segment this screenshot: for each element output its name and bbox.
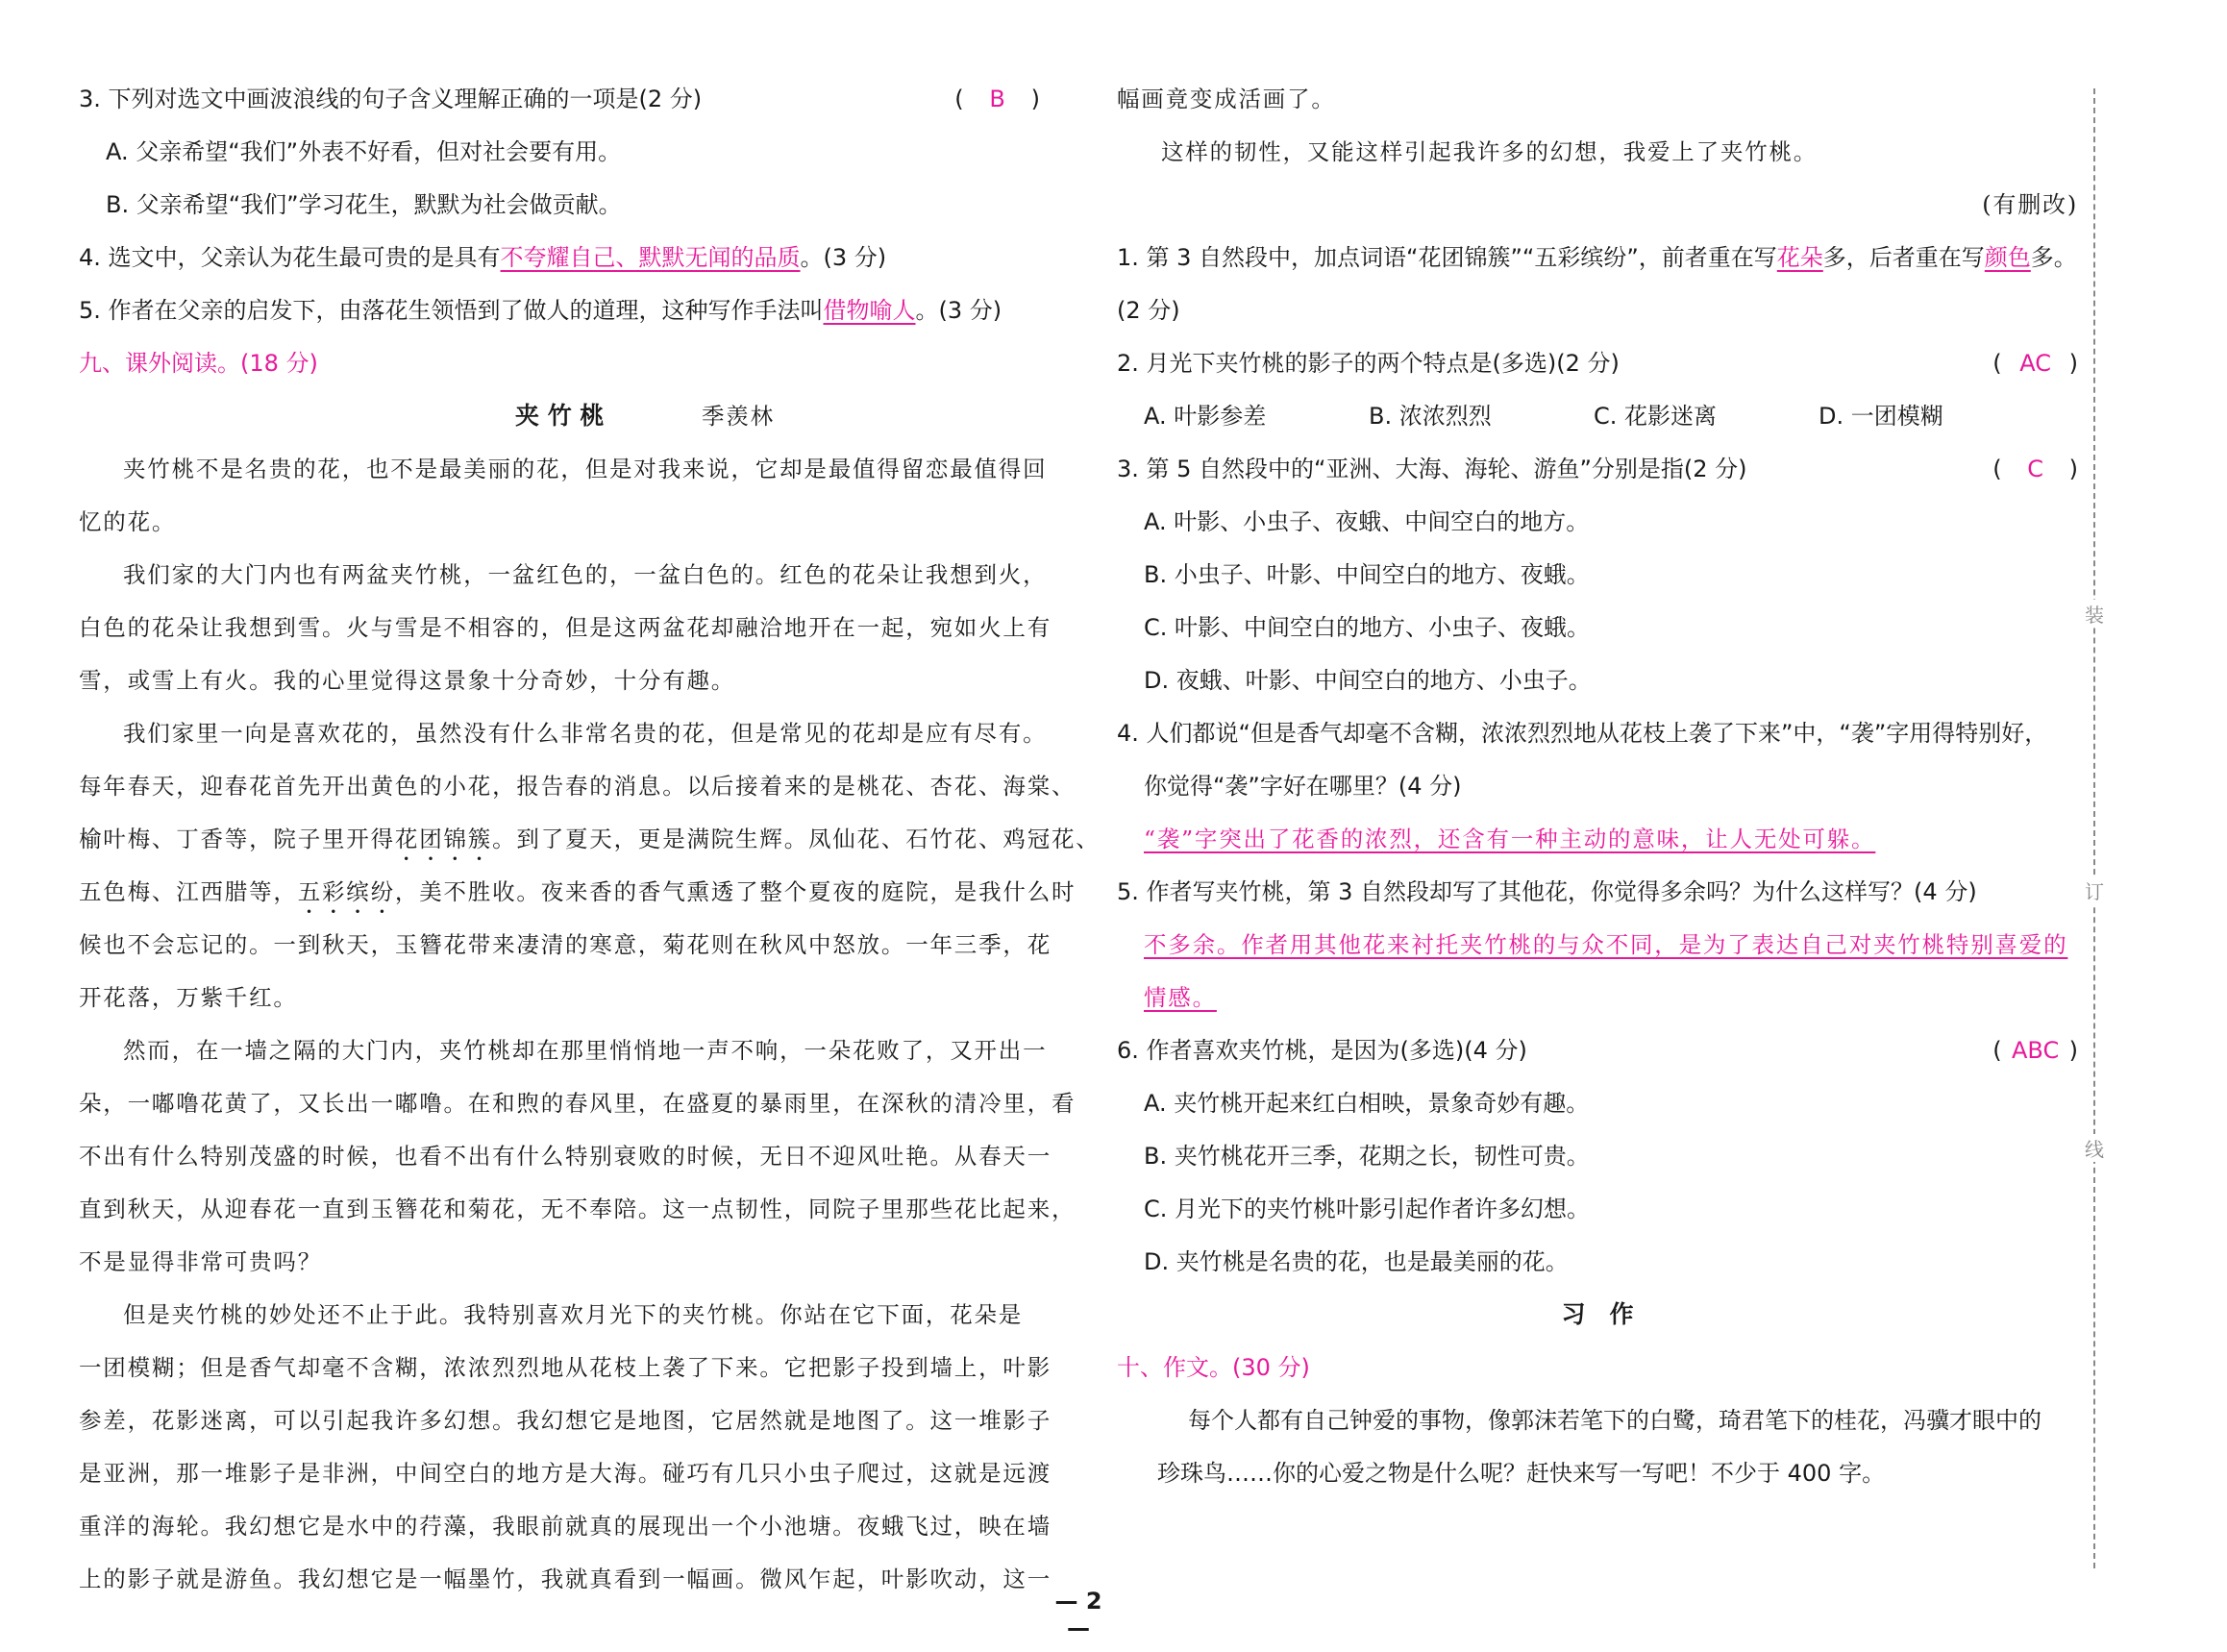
q5-question: 5. 作者在父亲的启发下，由落花生领悟到了做人的道理，这种写作手法叫借物喻人。(3 分) — [79, 297, 1002, 324]
article-author: 季羡林 — [702, 403, 775, 430]
passage-line: 直到秋天，从迎春花一直到玉簪花和菊花，无不奉陪。这一点韧性，同院子里那些花比起来， — [79, 1196, 1076, 1222]
r-q6-question: 6. 作者喜欢夹竹桃，是因为(多选)(4 分) — [1117, 1037, 1527, 1064]
r-q4-answer: “袭”字突出了花香的浓烈，还含有一种主动的意味，让人无处可躲。 — [1144, 826, 1876, 852]
q4-answer: 不夸耀自己、默默无闻的品质 — [500, 244, 801, 271]
r-q2-option-d: D. 一团模糊 — [1819, 403, 1943, 430]
r-q6-answer-bracket: ( ABC ) — [1992, 1034, 2078, 1067]
binding-label: 线 — [2080, 1134, 2109, 1162]
binding-label: 装 — [2080, 600, 2109, 628]
q4-question: 4. 选文中，父亲认为花生最可贵的是具有不夸耀自己、默默无闻的品质。(3 分) — [79, 244, 887, 271]
page-number: — 2 — — [1054, 1588, 1102, 1641]
dotted-phrase: 花团锦簇 — [394, 826, 493, 852]
passage-line: 开花落，万紫千红。 — [79, 984, 298, 1011]
passage-line: 不出有什么特别茂盛的时候，也看不出有什么特别衰败的时候，无日不迎风吐艳。从春天一 — [79, 1143, 1052, 1170]
r-q2-option-c: C. 花影迷离 — [1594, 403, 1718, 430]
r-q1-question: 1. 第 3 自然段中，加点词语“花团锦簇”“五彩缤纷”，前者重在写花朵多，后者重在写颜色多。 — [1117, 244, 2077, 271]
passage-line: 雪，或雪上有火。我的心里觉得这景象十分奇妙，十分有趣。 — [79, 667, 736, 694]
source-note: (有删改) — [1982, 191, 2078, 218]
r-q3-option-c: C. 叶影、中间空白的地方、小虫子、夜蛾。 — [1144, 614, 1591, 641]
passage-line: 然而，在一墙之隔的大门内，夹竹桃却在那里悄悄地一声不响，一朵花败了，又开出一 — [123, 1037, 1048, 1064]
q3-answer: B — [989, 86, 1005, 112]
r-q5-answer: 不多余。作者用其他花来衬托夹竹桃的与众不同，是为了表达自己对夹竹桃特别喜爱的 — [1144, 931, 2068, 958]
r-q6-answer: ABC — [2012, 1037, 2060, 1064]
r-q6-option-d: D. 夹竹桃是名贵的花，也是最美丽的花。 — [1144, 1248, 1569, 1275]
r-q3-answer-bracket: ( C ) — [1992, 453, 2078, 485]
section10-heading: 十、作文。(30 分) — [1117, 1354, 1310, 1381]
essay-prompt-line: 每个人都有自己钟爱的事物，像郭沫若笔下的白鹭，琦君笔下的桂花，冯骥才眼中的 — [1188, 1407, 2041, 1434]
passage-line: 候也不会忘记的。一到秋天，玉簪花带来凄清的寒意，菊花则在秋风中怒放。一年三季，花 — [79, 931, 1052, 958]
r-q2-option-a: A. 叶影参差 — [1144, 403, 1267, 430]
r-q1-answer-2: 颜色 — [1984, 244, 2031, 271]
passage-line: 夹竹桃不是名贵的花，也不是最美丽的花，但是对我来说，它却是最值得留恋最值得回 — [123, 456, 1048, 482]
q3-option-a: A. 父亲希望“我们”外表不好看，但对社会要有用。 — [106, 138, 622, 165]
essay-prompt-line: 珍珠鸟……你的心爱之物是什么呢？赶快来写一写吧！不少于 400 字。 — [1157, 1460, 1886, 1487]
r-q2-answer: AC — [2019, 350, 2051, 377]
passage-line: 但是夹竹桃的妙处还不止于此。我特别喜欢月光下的夹竹桃。你站在它下面，花朵是 — [123, 1301, 1024, 1328]
passage-line: 我们家里一向是喜欢花的，虽然没有什么非常名贵的花，但是常见的花却是应有尽有。 — [123, 720, 1048, 747]
r-q2-answer-bracket: ( AC ) — [1992, 347, 2078, 380]
passage-line: 上的影子就是游鱼。我幻想它是一幅墨竹，我就真看到一幅画。微风乍起，叶影吹动，这一 — [79, 1566, 1052, 1592]
q3-option-b: B. 父亲希望“我们”学习花生，默默为社会做贡献。 — [106, 191, 622, 218]
passage-line: 幅画竟变成活画了。 — [1117, 86, 1336, 112]
passage-line: 不是显得非常可贵吗？ — [79, 1248, 322, 1275]
r-q3-question: 3. 第 5 自然段中的“亚洲、大海、海轮、游鱼”分别是指(2 分) — [1117, 456, 1747, 482]
r-q2-option-b: B. 浓浓烈烈 — [1369, 403, 1492, 430]
r-q6-option-b: B. 夹竹桃花开三季，花期之长，韧性可贵。 — [1144, 1143, 1590, 1170]
section9-heading: 九、课外阅读。(18 分) — [79, 350, 318, 377]
q5-answer: 借物喻人 — [823, 297, 916, 324]
r-q5-answer-cont: 情感。 — [1144, 984, 1217, 1011]
passage-line: 五色梅、江西腊等，五彩缤纷，美不胜收。夜来香的香气熏透了整个夏夜的庭院，是我什么时 — [79, 878, 1076, 905]
passage-line: 忆的花。 — [79, 508, 177, 535]
article-title: 夹 竹 桃 — [515, 402, 605, 430]
r-q6-option-a: A. 夹竹桃开起来红白相映，景象奇妙有趣。 — [1144, 1090, 1590, 1117]
r-q5-question: 5. 作者写夹竹桃，第 3 自然段却写了其他花，你觉得多余吗？为什么这样写？(4 分) — [1117, 878, 1977, 905]
r-q3-option-d: D. 夜蛾、叶影、中间空白的地方、小虫子。 — [1144, 667, 1592, 694]
r-q1-score: (2 分) — [1117, 297, 1180, 324]
passage-line: 榆叶梅、丁香等，院子里开得花团锦簇。到了夏天，更是满院生辉。凤仙花、石竹花、鸡冠花、 — [79, 826, 1101, 852]
passage-line: 重洋的海轮。我幻想它是水中的荇藻，我眼前就真的展现出一个小池塘。夜蛾飞过，映在墙 — [79, 1513, 1052, 1540]
q3-question: 3. 下列对选文中画波浪线的句子含义理解正确的一项是(2 分) — [79, 86, 703, 112]
passage-line: 是亚洲，那一堆影子是非洲，中间空白的地方是大海。碰巧有几只小虫子爬过，这就是远渡 — [79, 1460, 1052, 1487]
passage-line: 这样的韧性，又能这样引起我许多的幻想，我爱上了夹竹桃。 — [1161, 138, 1819, 165]
passage-line: 我们家的大门内也有两盆夹竹桃，一盆红色的，一盆白色的。红色的花朵让我想到火， — [123, 561, 1048, 588]
passage-line: 每年春天，迎春花首先开出黄色的小花，报告春的消息。以后接着来的是桃花、杏花、海棠、 — [79, 773, 1076, 800]
passage-line: 一团模糊；但是香气却毫不含糊，浓浓烈烈地从花枝上袭了下来。它把影子投到墙上，叶影 — [79, 1354, 1052, 1381]
r-q6-option-c: C. 月光下的夹竹桃叶影引起作者许多幻想。 — [1144, 1196, 1591, 1222]
q3-answer-bracket: ( B ) — [954, 83, 1040, 115]
binding-label: 订 — [2080, 876, 2109, 904]
dotted-phrase: 五彩缤纷 — [297, 878, 395, 905]
writing-heading: 习 作 — [1561, 1300, 1634, 1328]
passage-line: 朵，一嘟噜花黄了，又长出一嘟噜。在和煦的春风里，在盛夏的暴雨里，在深秋的清冷里，看 — [79, 1090, 1076, 1117]
r-q3-option-b: B. 小虫子、叶影、中间空白的地方、夜蛾。 — [1144, 561, 1590, 588]
r-q2-question: 2. 月光下夹竹桃的影子的两个特点是(多选)(2 分) — [1117, 350, 1620, 377]
r-q4-question: 4. 人们都说“但是香气却毫不含糊，浓浓烈烈地从花枝上袭了下来”中，“袭”字用得特别好， — [1117, 720, 2048, 747]
r-q4-question-cont: 你觉得“袭”字好在哪里？(4 分) — [1144, 773, 1462, 800]
r-q3-answer: C — [2027, 456, 2043, 482]
passage-line: 白色的花朵让我想到雪。火与雪是不相容的，但是这两盆花却融洽地开在一起，宛如火上有 — [79, 614, 1052, 641]
passage-line: 参差，花影迷离，可以引起我许多幻想。我幻想它是地图，它居然就是地图了。这一堆影子 — [79, 1407, 1052, 1434]
r-q3-option-a: A. 叶影、小虫子、夜蛾、中间空白的地方。 — [1144, 508, 1590, 535]
binding-dashed-line — [2093, 88, 2095, 1568]
r-q1-answer-1: 花朵 — [1776, 244, 1823, 271]
